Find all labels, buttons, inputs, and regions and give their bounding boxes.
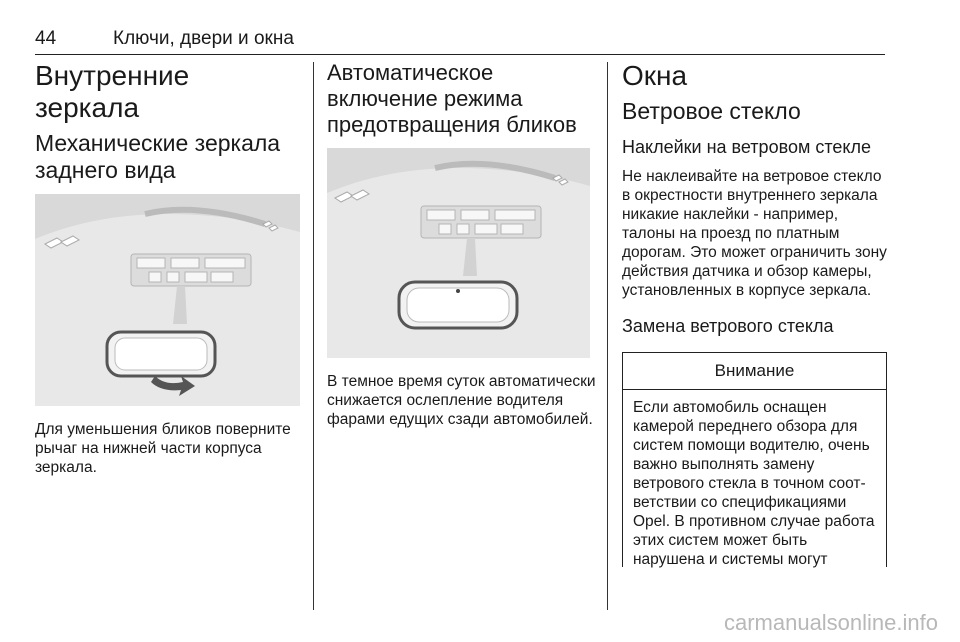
manual-mirror-caption: Для уменьшения бликов поверните рычаг на нижней части корпуса зеркала. bbox=[35, 421, 291, 476]
notice-text: Если автомобиль оснащен камерой переднего обзора для систем помощи водителю, очень важно выполнять замену ветрового стекла в точном соответствии со спецификациями Opel. В противном случае работа этих систем может быть нарушена и системы могут bbox=[633, 399, 875, 568]
section-title: Ключи, двери и окна bbox=[113, 28, 294, 49]
heading-windows: Окна bbox=[622, 60, 688, 91]
heading-windshield-replacement: Замена ветрового стекла bbox=[622, 316, 834, 336]
heading-windshield-stickers: Наклейки на ветровом стекле bbox=[622, 137, 871, 157]
warning-notice-box bbox=[622, 352, 887, 567]
column-divider-2 bbox=[607, 62, 608, 610]
column-windows bbox=[622, 60, 887, 567]
auto-dimming-mirror-illustration bbox=[327, 148, 590, 358]
column-divider-1 bbox=[313, 62, 314, 610]
auto-dimming-caption: В темное время суток автоматически снижается ослепление водителя фарами едущих сзади автомобилей. bbox=[327, 373, 596, 428]
subheading-windshield: Ветровое стекло bbox=[622, 98, 801, 124]
windshield-stickers-text: Не наклеивайте на ветровое стекло в окрестности внутреннего зеркала никакие наклейки - например, талоны на проезд по платным дорогам. Это может ограничить зону действия датчика и обзор камеры, установленных в корпусе зеркала. bbox=[622, 168, 887, 299]
page-header bbox=[35, 24, 885, 55]
heading-interior-mirrors: Внутренние зеркала bbox=[35, 60, 190, 123]
subheading-manual-mirrors: Механические зеркала заднего вида bbox=[35, 130, 281, 183]
heading-auto-dimming: Автоматическое включение режима предотвращения бликов bbox=[327, 60, 577, 137]
column-mirrors bbox=[35, 60, 300, 477]
notice-title: Внимание bbox=[623, 353, 886, 390]
page-number: 44 bbox=[35, 28, 57, 49]
watermark: carmanualsonline.info bbox=[723, 610, 938, 635]
manual-mirror-illustration bbox=[35, 194, 300, 406]
column-auto-dimming bbox=[327, 60, 597, 429]
